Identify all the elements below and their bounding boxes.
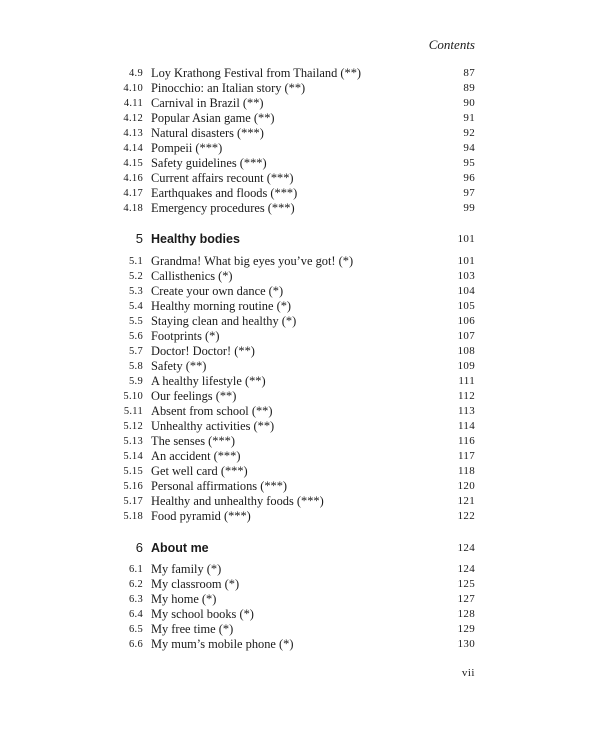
entry-number: 5.3: [128, 286, 143, 297]
entry-number: 6.1: [128, 564, 143, 575]
entry-number: 5.1: [128, 256, 143, 267]
entry-page: 96: [463, 172, 475, 184]
chapter-page: 101: [457, 233, 475, 245]
entry-page: 125: [457, 578, 475, 590]
toc-entry: [110, 494, 475, 509]
entry-title: My mum’s mobile phone (*): [151, 637, 294, 651]
entry-title: Footprints (*): [151, 329, 220, 343]
entry-title: Doctor! Doctor! (**): [151, 344, 255, 358]
running-header: Contents: [428, 37, 475, 52]
toc-entry: [110, 344, 475, 359]
entry-number: 5.4: [128, 301, 143, 312]
entry-page: 91: [463, 112, 475, 124]
entry-title: Healthy and unhealthy foods (***): [151, 494, 324, 508]
entry-number: 4.13: [123, 128, 143, 139]
toc-entry: [110, 269, 475, 284]
toc-entry: [110, 141, 475, 156]
entry-title: Get well card (***): [151, 464, 248, 478]
entry-page: 121: [457, 495, 475, 507]
toc-entry: [110, 126, 475, 141]
entry-title: The senses (***): [151, 434, 235, 448]
entry-number: 4.16: [123, 173, 143, 184]
entry-page: 106: [457, 315, 475, 327]
toc-entry: [110, 419, 475, 434]
entry-page: 128: [457, 608, 475, 620]
entry-title: My classroom (*): [151, 577, 240, 591]
entry-page: 107: [457, 330, 475, 342]
entry-page: 104: [457, 285, 475, 297]
entry-number: 5.12: [123, 421, 143, 432]
entry-page: 117: [458, 450, 475, 462]
entry-title: My family (*): [151, 562, 222, 576]
entry-title: Food pyramid (***): [151, 509, 251, 523]
toc-entry: [110, 509, 475, 524]
entry-title: Create your own dance (*): [151, 284, 284, 298]
entry-page: 109: [457, 360, 475, 372]
entry-page: 103: [457, 270, 475, 282]
entry-title: Our feelings (**): [151, 389, 237, 403]
chapter-title: About me: [151, 541, 209, 555]
entry-title: A healthy lifestyle (**): [151, 374, 266, 388]
entry-page: 130: [457, 638, 475, 650]
entry-number: 4.15: [123, 158, 143, 169]
entry-page: 89: [463, 82, 475, 94]
chapter-page: 124: [457, 542, 475, 554]
entry-title: Current affairs recount (***): [151, 171, 294, 185]
toc-entry: [110, 171, 475, 186]
toc-entry: [110, 562, 475, 577]
entry-title: My free time (*): [151, 622, 234, 636]
entry-page: 122: [457, 510, 475, 522]
entry-number: 5.7: [128, 346, 143, 357]
entry-number: 5.17: [123, 496, 143, 507]
entry-page: 113: [458, 405, 475, 417]
entry-number: 5.5: [128, 316, 143, 327]
entry-page: 114: [458, 420, 475, 432]
toc-entry: [110, 156, 475, 171]
toc-entry: [110, 577, 475, 592]
entry-page: 99: [463, 202, 475, 214]
entry-number: 4.17: [123, 188, 143, 199]
entry-number: 5.15: [123, 466, 143, 477]
toc-entry: [110, 374, 475, 389]
entry-page: 97: [463, 187, 475, 199]
entry-page: 90: [463, 97, 475, 109]
entry-page: 129: [457, 623, 475, 635]
entry-title: Carnival in Brazil (**): [151, 96, 264, 110]
toc-entry: [110, 81, 475, 96]
entry-title: Emergency procedures (***): [151, 201, 295, 215]
entry-page: 108: [457, 345, 475, 357]
entry-title: My school books (*): [151, 607, 254, 621]
entry-number: 5.11: [123, 406, 143, 417]
toc-entry: [110, 389, 475, 404]
entry-title: Healthy morning routine (*): [151, 299, 292, 313]
entry-number: 6.5: [128, 624, 143, 635]
entry-page: 95: [463, 157, 475, 169]
entry-page: 116: [458, 435, 475, 447]
toc-entry: [110, 464, 475, 479]
entry-number: 4.12: [123, 113, 143, 124]
entry-number: 6.6: [128, 639, 143, 650]
page-number: vii: [461, 667, 475, 679]
entry-page: 120: [457, 480, 475, 492]
entry-number: 4.14: [123, 143, 143, 154]
toc-entry: [110, 359, 475, 374]
toc-entry: [110, 186, 475, 201]
entry-page: 94: [463, 142, 475, 154]
entry-number: 6.2: [128, 579, 143, 590]
toc-entry: [110, 329, 475, 344]
entry-number: 4.9: [128, 68, 143, 79]
entry-number: 5.16: [123, 481, 143, 492]
chapter-heading: [110, 539, 475, 557]
toc-entry: [110, 254, 475, 269]
toc-entry: [110, 449, 475, 464]
toc-entry: [110, 111, 475, 126]
entry-title: Pinocchio: an Italian story (**): [151, 81, 306, 95]
toc-entry: [110, 607, 475, 622]
entry-number: 5.2: [128, 271, 143, 282]
entry-title: Popular Asian game (**): [151, 111, 275, 125]
toc-entry: [110, 314, 475, 329]
entry-title: Safety guidelines (***): [151, 156, 267, 170]
toc-entry: [110, 201, 475, 216]
toc-entry: [110, 284, 475, 299]
entry-title: Safety (**): [151, 359, 207, 373]
entry-number: 5.9: [128, 376, 143, 387]
entry-title: Staying clean and healthy (*): [151, 314, 297, 328]
entry-title: An accident (***): [151, 449, 241, 463]
toc-entry: [110, 622, 475, 637]
chapter-number: 5: [135, 231, 143, 246]
entry-title: Earthquakes and floods (***): [151, 186, 298, 200]
entry-page: 127: [457, 593, 475, 605]
toc-entry: [110, 96, 475, 111]
entry-title: Unhealthy activities (**): [151, 419, 275, 433]
entry-number: 5.13: [123, 436, 143, 447]
entry-number: 4.10: [123, 83, 143, 94]
entry-number: 5.14: [123, 451, 143, 462]
entry-number: 5.6: [128, 331, 143, 342]
entry-title: My home (*): [151, 592, 217, 606]
entry-number: 4.18: [123, 203, 143, 214]
entry-title: Absent from school (**): [151, 404, 273, 418]
entry-title: Pompeii (***): [151, 141, 223, 155]
toc-entry: [110, 434, 475, 449]
entry-number: 5.8: [128, 361, 143, 372]
entry-page: 112: [458, 390, 475, 402]
entry-page: 101: [457, 255, 475, 267]
entry-number: 5.10: [123, 391, 143, 402]
entry-number: 6.4: [128, 609, 143, 620]
entry-title: Callisthenics (*): [151, 269, 233, 283]
toc-entry: [110, 592, 475, 607]
chapter-title: Healthy bodies: [151, 232, 240, 246]
entry-title: Grandma! What big eyes you’ve got! (*): [151, 254, 354, 268]
toc-entry: [110, 299, 475, 314]
toc-entry: [110, 66, 475, 81]
entry-page: 111: [458, 375, 475, 387]
entry-page: 92: [463, 127, 475, 139]
entry-title: Loy Krathong Festival from Thailand (**): [151, 66, 362, 80]
entry-page: 87: [463, 67, 475, 79]
entry-number: 6.3: [128, 594, 143, 605]
toc-entry: [110, 404, 475, 419]
entry-page: 105: [457, 300, 475, 312]
toc-entry: [110, 637, 475, 652]
toc-entry: [110, 479, 475, 494]
entry-number: 5.18: [123, 511, 143, 522]
entry-title: Natural disasters (***): [151, 126, 264, 140]
entry-title: Personal affirmations (***): [151, 479, 288, 493]
entry-page: 118: [458, 465, 475, 477]
entry-number: 4.11: [123, 98, 143, 109]
chapter-number: 6: [135, 540, 143, 555]
chapter-heading: [110, 230, 475, 248]
entry-page: 124: [457, 563, 475, 575]
